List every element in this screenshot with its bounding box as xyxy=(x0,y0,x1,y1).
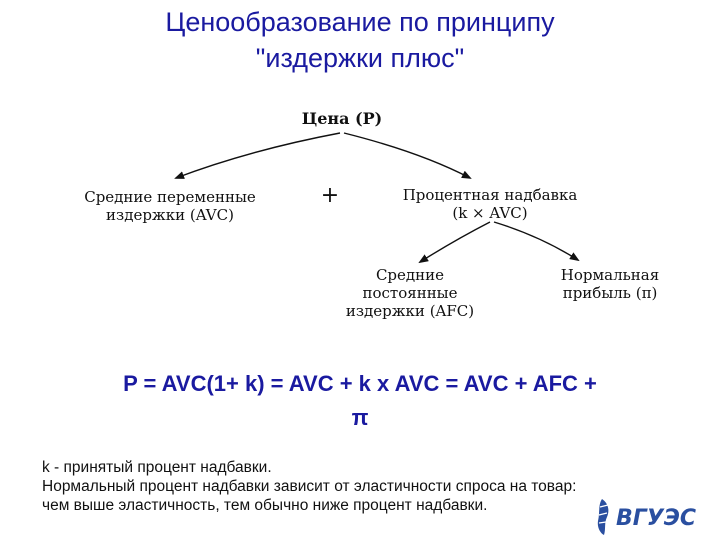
logo-text: ВГУЭС xyxy=(616,506,697,531)
plus-sign: + xyxy=(320,183,340,208)
formula-line-2: π xyxy=(351,405,369,430)
arrow-markup-to-afc xyxy=(420,222,490,262)
formula-line-1: P = AVC(1+ k) = AVC + k x AVC = AVC + AFC + xyxy=(123,371,597,396)
arrow-markup-to-profit xyxy=(494,222,578,260)
node-profit-line-2: прибыль (π) xyxy=(562,284,658,302)
note-line-1: k - принятый процент надбавки. xyxy=(42,459,272,476)
university-logo xyxy=(592,495,710,537)
node-profit-line-1: Нормальная xyxy=(560,266,660,284)
title-line-2: "издержки плюс" xyxy=(255,43,465,73)
node-avc-line-2: издержки (AVC) xyxy=(106,206,234,224)
arrow-price-to-avc xyxy=(176,133,340,178)
node-markup-line-1: Процентная надбавка xyxy=(402,186,578,204)
pricing-formula xyxy=(20,367,700,435)
node-afc-line-3: издержки (AFC) xyxy=(345,302,475,320)
logo-emblem-icon xyxy=(598,499,609,535)
note-line-2: Нормальный процент надбавки зависит от эластичности спроса на товар: xyxy=(42,478,577,495)
title-line-1: Ценообразование по принципу xyxy=(165,7,555,37)
node-afc-line-2: постоянные xyxy=(362,284,458,302)
node-markup-line-2: (k × AVC) xyxy=(452,204,528,222)
node-avc-line-1: Средние переменные xyxy=(84,188,256,206)
note-line-3: чем выше эластичность, тем обычно ниже процент надбавки. xyxy=(42,497,488,514)
arrow-price-to-markup xyxy=(344,133,470,178)
explanatory-notes xyxy=(42,458,682,515)
node-price: Цена (P) xyxy=(301,109,383,128)
node-afc-line-1: Средние xyxy=(375,266,445,284)
